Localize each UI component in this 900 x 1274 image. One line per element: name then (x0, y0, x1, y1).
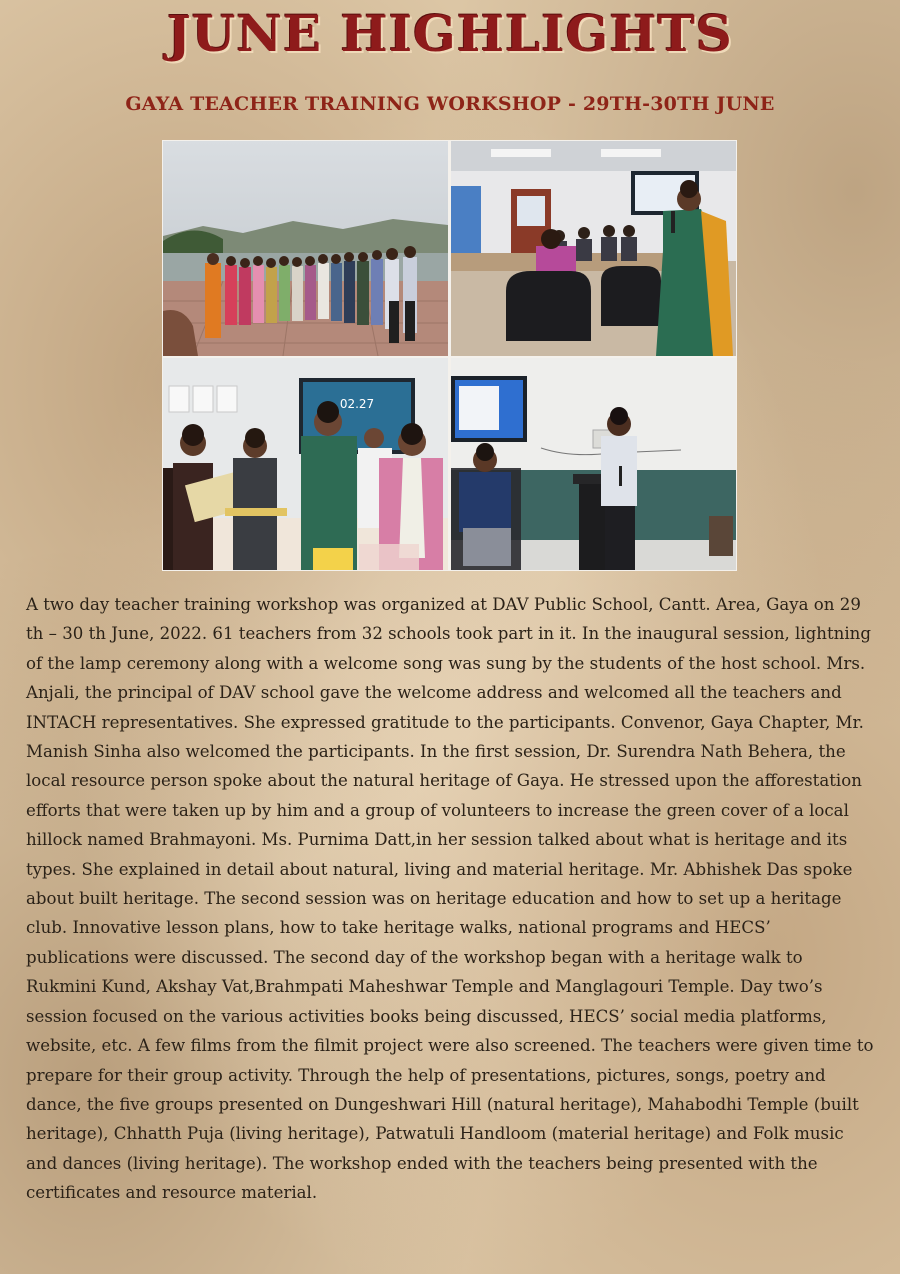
page-title: JUNE HIGHLIGHTS (167, 4, 733, 63)
page-subtitle: GAYA TEACHER TRAINING WORKSHOP - 29TH-30TH JUNE (125, 93, 775, 115)
photo-group-outdoors (163, 141, 448, 356)
photo-collage (162, 140, 737, 571)
photo-speaker-classroom (451, 141, 736, 356)
article-body: A two day teacher training workshop was organized at DAV Public School, Cantt. Area, Gaya on 29 th – 30 th June, 2022. 61 teachers from 32 schools took part in it. In the inaugural session, lightning of the lamp ceremony along with a welcome song was sung by the students of the host school. Mrs. Anjali, the principal of DAV school gave the welcome address and welcomed all the teachers and INTACH representatives. She expressed gratitude to the participants. Convenor, Gaya Chapter, Mr. Manish Sinha also welcomed the participants. In the first session, Dr. Surendra Nath Behera, the local resource person spoke about the natural heritage of Gaya. He stressed upon the afforestation efforts that were taken up by him and a group of volunteers to increase the green cover of a local hillock named Brahmayoni. Ms. Purnima Datt,in her session talked about what is heritage and its types. She explained in detail about natural, living and material heritage. Mr. Abhishek Das spoke about built heritage. The second session was on heritage education and how to set up a heritage club. Innovative lesson plans, how to take heritage walks, national programs and HECS’ publications were discussed. The second day of the workshop began with a heritage walk to Rukmini Kund, Akshay Vat,Brahmpati Maheshwar Temple and Manglagouri Temple. Day two’s session focused on the various activities books being discussed, HECS’ social media platforms, website, etc. A few films from the filmit project were also screened. The teachers were given time to prepare for their group activity. Through the help of presentations, pictures, songs, poetry and dance, the five groups presented on Dungeshwari Hill (natural heritage), Mahabodhi Temple (built heritage), Chhatth Puja (living heritage), Patwatuli Handloom (material heritage) and Folk music and dances (living heritage). The workshop ended with the teachers being presented with the certificates and resource material. (26, 595, 874, 1203)
screen-clock: 02.27 (339, 397, 375, 411)
photo-podium-speaker (451, 358, 736, 570)
photo-certificate-presentation (163, 358, 448, 570)
